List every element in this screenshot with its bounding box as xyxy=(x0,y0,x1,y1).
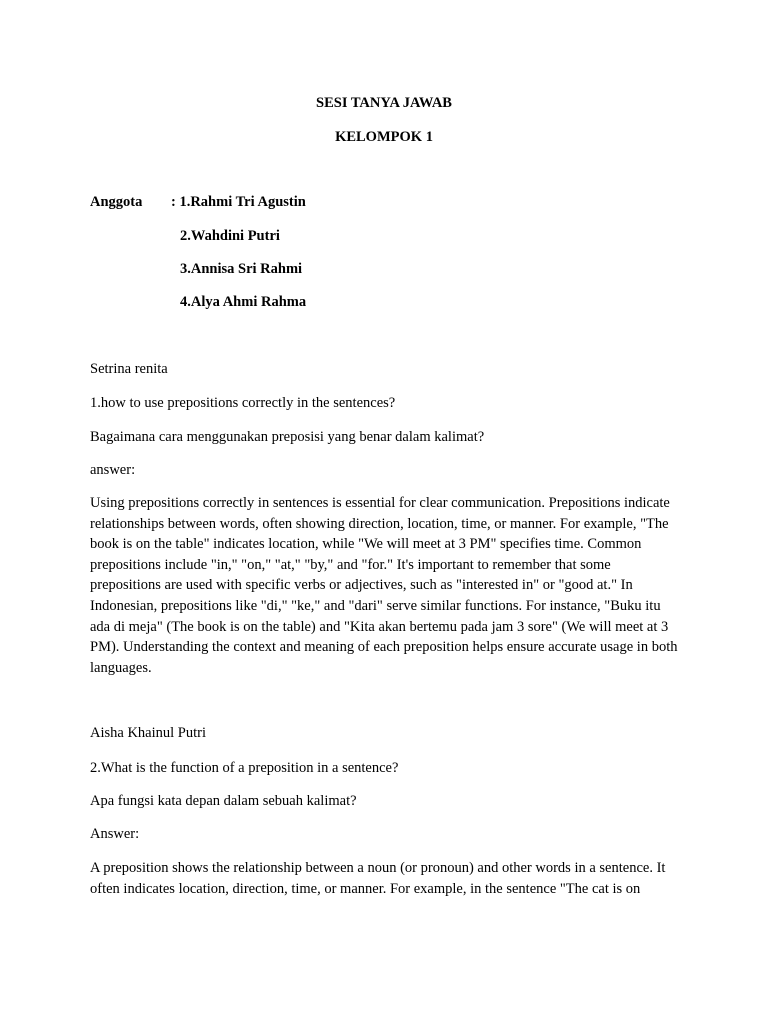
answer-text: Using prepositions correctly in sentences is essential for clear communication. Prepositions indicate relationships between words, often showing direction, location, time, or manner. For example, "The book is on the table" indicates location, while "We will meet at 3 PM" specifies time. Common prepositions include "in," "on," "at," "by," and "for." It's important to remember that some prepositions are used with specific verbs or adjectives, such as "interested in" or "good at." In Indonesian, prepositions like "di," "ke," and "dari" serve similar functions. For instance, "Buku itu ada di meja" (The book is on the table) and "Kita akan bertemu pada jam 3 sore" (We will meet at 3 PM). Understanding the context and meaning of each preposition helps ensure accurate usage in both languages. xyxy=(90,495,678,676)
group-heading: KELOMPOK 1 xyxy=(335,129,433,145)
member-item: 3.Annisa Sri Rahmi xyxy=(180,261,303,277)
question-translation: Apa fungsi kata depan dalam sebuah kalimat? xyxy=(90,793,357,809)
question-translation: Bagaimana cara menggunakan preposisi yang benar dalam kalimat? xyxy=(90,429,485,445)
question-text: 1.how to use prepositions correctly in the sentences? xyxy=(90,395,396,411)
answer-text: A preposition shows the relationship between a noun (or pronoun) and other words in a sentence. It often indicates location, direction, time, or manner. For example, in the sentence "The cat is on xyxy=(90,860,666,897)
question-text: 2.What is the function of a preposition in a sentence? xyxy=(90,760,399,776)
answer-label: answer: xyxy=(90,462,136,478)
asker-name: Aisha Khainul Putri xyxy=(90,725,206,741)
member-item: 2.Wahdini Putri xyxy=(180,228,280,244)
member-item: 4.Alya Ahmi Rahma xyxy=(180,294,307,310)
document-title: SESI TANYA JAWAB xyxy=(316,95,452,111)
asker-name: Setrina renita xyxy=(90,361,168,377)
members-label: Anggota xyxy=(90,194,143,210)
member-item: : 1.Rahmi Tri Agustin xyxy=(171,194,306,210)
answer-label: Answer: xyxy=(90,826,140,842)
